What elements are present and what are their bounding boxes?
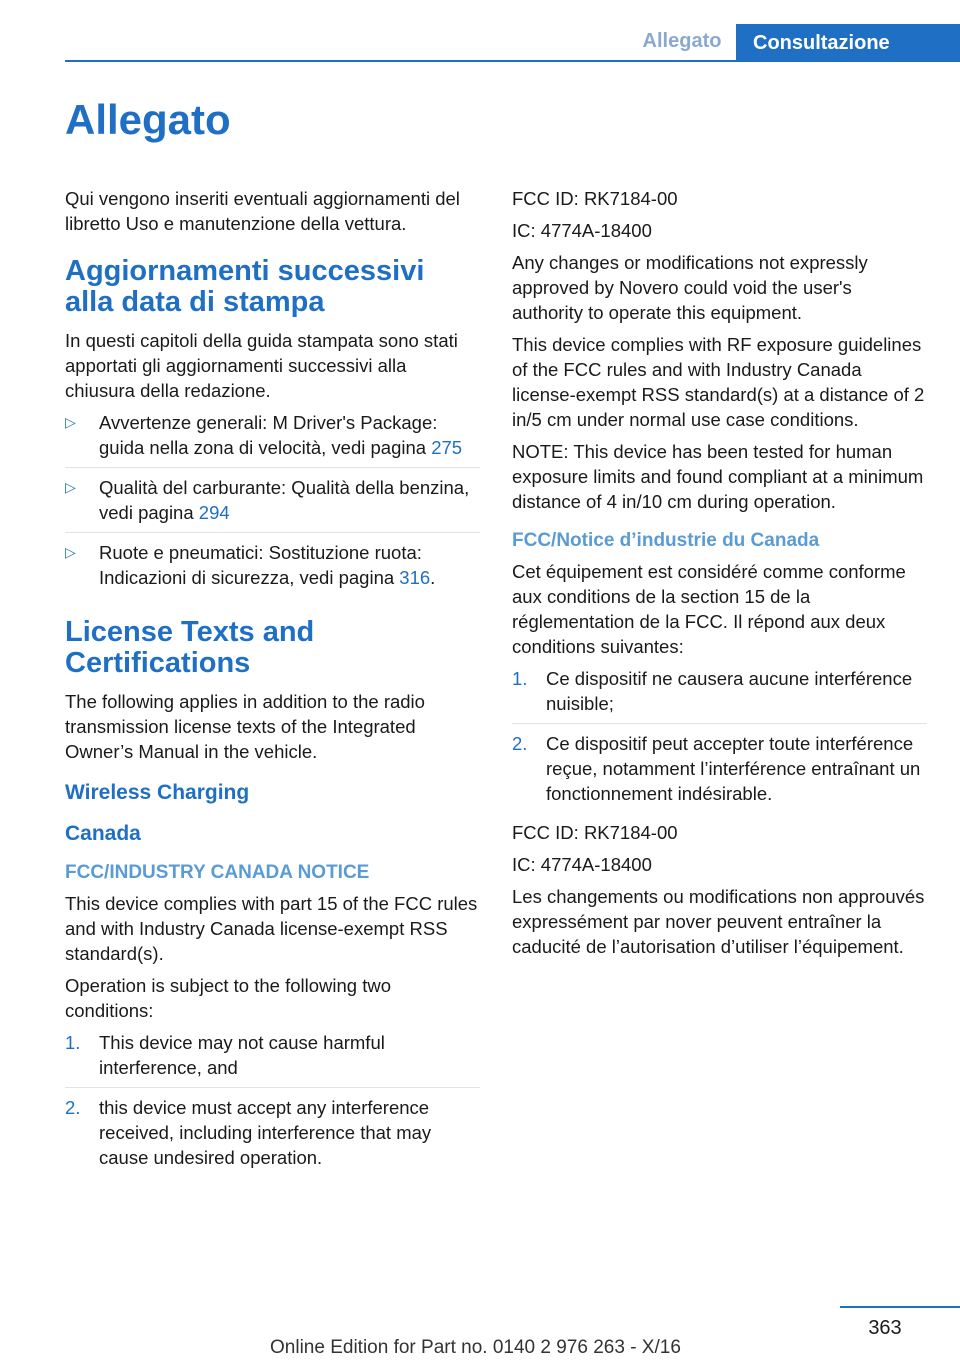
triangle-bullet-icon: ▷ — [65, 479, 76, 495]
list-item-suffix: . — [430, 567, 436, 588]
changes-paragraph: Any changes or modifications not expressly approved by Novero could void the user's authority to operate this equipment. — [512, 252, 868, 323]
list-number: 1. — [512, 668, 528, 689]
heading-fcc-notice: FCC/INDUSTRY CANADA NOTICE — [65, 862, 370, 883]
list-item-text: Qualità del carburante: Qualità della benzina, vedi pagina — [99, 477, 470, 523]
rf-exposure-paragraph: This device complies with RF exposure guidelines of the FCC rules and with Industry Canada license-exempt RSS standard(s) at a distance of 2 in/5 cm under normal use case conditions. — [512, 334, 925, 430]
notice-paragraph-1: This device complies with part 15 of the FCC rules and with Industry Canada license-exempt RSS standard(s). — [65, 893, 478, 964]
heading-canada: Canada — [65, 822, 141, 845]
footer-rule — [840, 1306, 960, 1308]
list-item — [512, 666, 927, 724]
ic-number-2: IC: 4774A-18400 — [512, 854, 652, 875]
conditions-list — [65, 1030, 480, 1177]
list-item-text: Avvertenze generali: M Driver's Package: guida nella zona di velocità, vedi pagina — [99, 412, 438, 458]
conditions-list-fr — [512, 666, 927, 813]
list-item-text: This device may not cause harmful interference, and — [99, 1032, 385, 1078]
list-item — [65, 1095, 480, 1177]
left-column — [65, 186, 480, 1184]
list-item — [65, 475, 480, 533]
list-number: 2. — [512, 733, 528, 754]
page-number: 363 — [868, 1317, 902, 1339]
heading-wireless-charging: Wireless Charging — [65, 781, 250, 804]
list-item-text: Ruote e pneumatici: Sostituzione ruota: Indicazioni di sicurezza, vedi pagina — [99, 542, 422, 588]
fcc-id-2: FCC ID: RK7184-00 — [512, 822, 678, 843]
ic-number: IC: 4774A-18400 — [512, 220, 652, 241]
list-item — [65, 1030, 480, 1088]
right-column — [512, 186, 927, 966]
fcc-id: FCC ID: RK7184-00 — [512, 188, 678, 209]
list-item-text: Ce dispositif peut accepter toute interférence reçue, notamment l’interférence entraînant un fonctionnement indésirable. — [546, 733, 921, 804]
page-link-316[interactable]: 316 — [399, 567, 431, 588]
list-item — [65, 410, 480, 468]
intro-paragraph: Qui vengono inseriti eventuali aggiornamenti del libretto Uso e manutenzione della vettura. — [65, 188, 460, 234]
page-title: Allegato — [65, 96, 231, 143]
license-intro: The following applies in addition to the radio transmission license texts of the Integrated Owner’s Manual in the vehicle. — [65, 691, 425, 762]
list-item — [512, 731, 927, 813]
list-number: 1. — [65, 1032, 81, 1053]
list-item — [65, 540, 480, 597]
triangle-bullet-icon: ▷ — [65, 414, 76, 430]
updates-list — [65, 410, 480, 597]
fr-paragraph-1: Cet équipement est considéré comme conforme aux conditions de la section 15 de la réglementation de la FCC. Il répond aux deux conditions suivantes: — [512, 561, 906, 657]
edition-footer: Online Edition for Part no. 0140 2 976 263 - X/16 — [270, 1337, 681, 1358]
notice-paragraph-2: Operation is subject to the following two conditions: — [65, 975, 391, 1021]
updates-intro: In questi capitoli della guida stampata sono stati apportati gli aggiornamenti successivi alla chiusura della redazione. — [65, 330, 458, 401]
header-section-label: Allegato — [642, 30, 722, 52]
list-number: 2. — [65, 1097, 81, 1118]
heading-license: License Texts and Certifications — [65, 616, 315, 679]
header-chapter-tab: Consultazione — [736, 24, 960, 62]
note-paragraph: NOTE: This device has been tested for human exposure limits and found compliant at a minimum distance of 4 in/10 cm during operation. — [512, 441, 924, 512]
heading-updates: Aggiornamenti successivi alla data di stampa — [65, 255, 425, 318]
fr-paragraph-2: Les changements ou modifications non approuvés expressément par nover peuvent entraîner la caducité de l’autorisation d’utiliser l’équipement. — [512, 886, 925, 957]
page-link-294[interactable]: 294 — [198, 502, 230, 523]
page-link-275[interactable]: 275 — [431, 437, 463, 458]
list-item-text: this device must accept any interference received, including interference that may cause undesired operation. — [99, 1097, 432, 1168]
triangle-bullet-icon: ▷ — [65, 544, 76, 560]
heading-fcc-notice-fr: FCC/Notice d’industrie du Canada — [512, 530, 820, 551]
list-item-text: Ce dispositif ne causera aucune interférence nuisible; — [546, 668, 913, 714]
